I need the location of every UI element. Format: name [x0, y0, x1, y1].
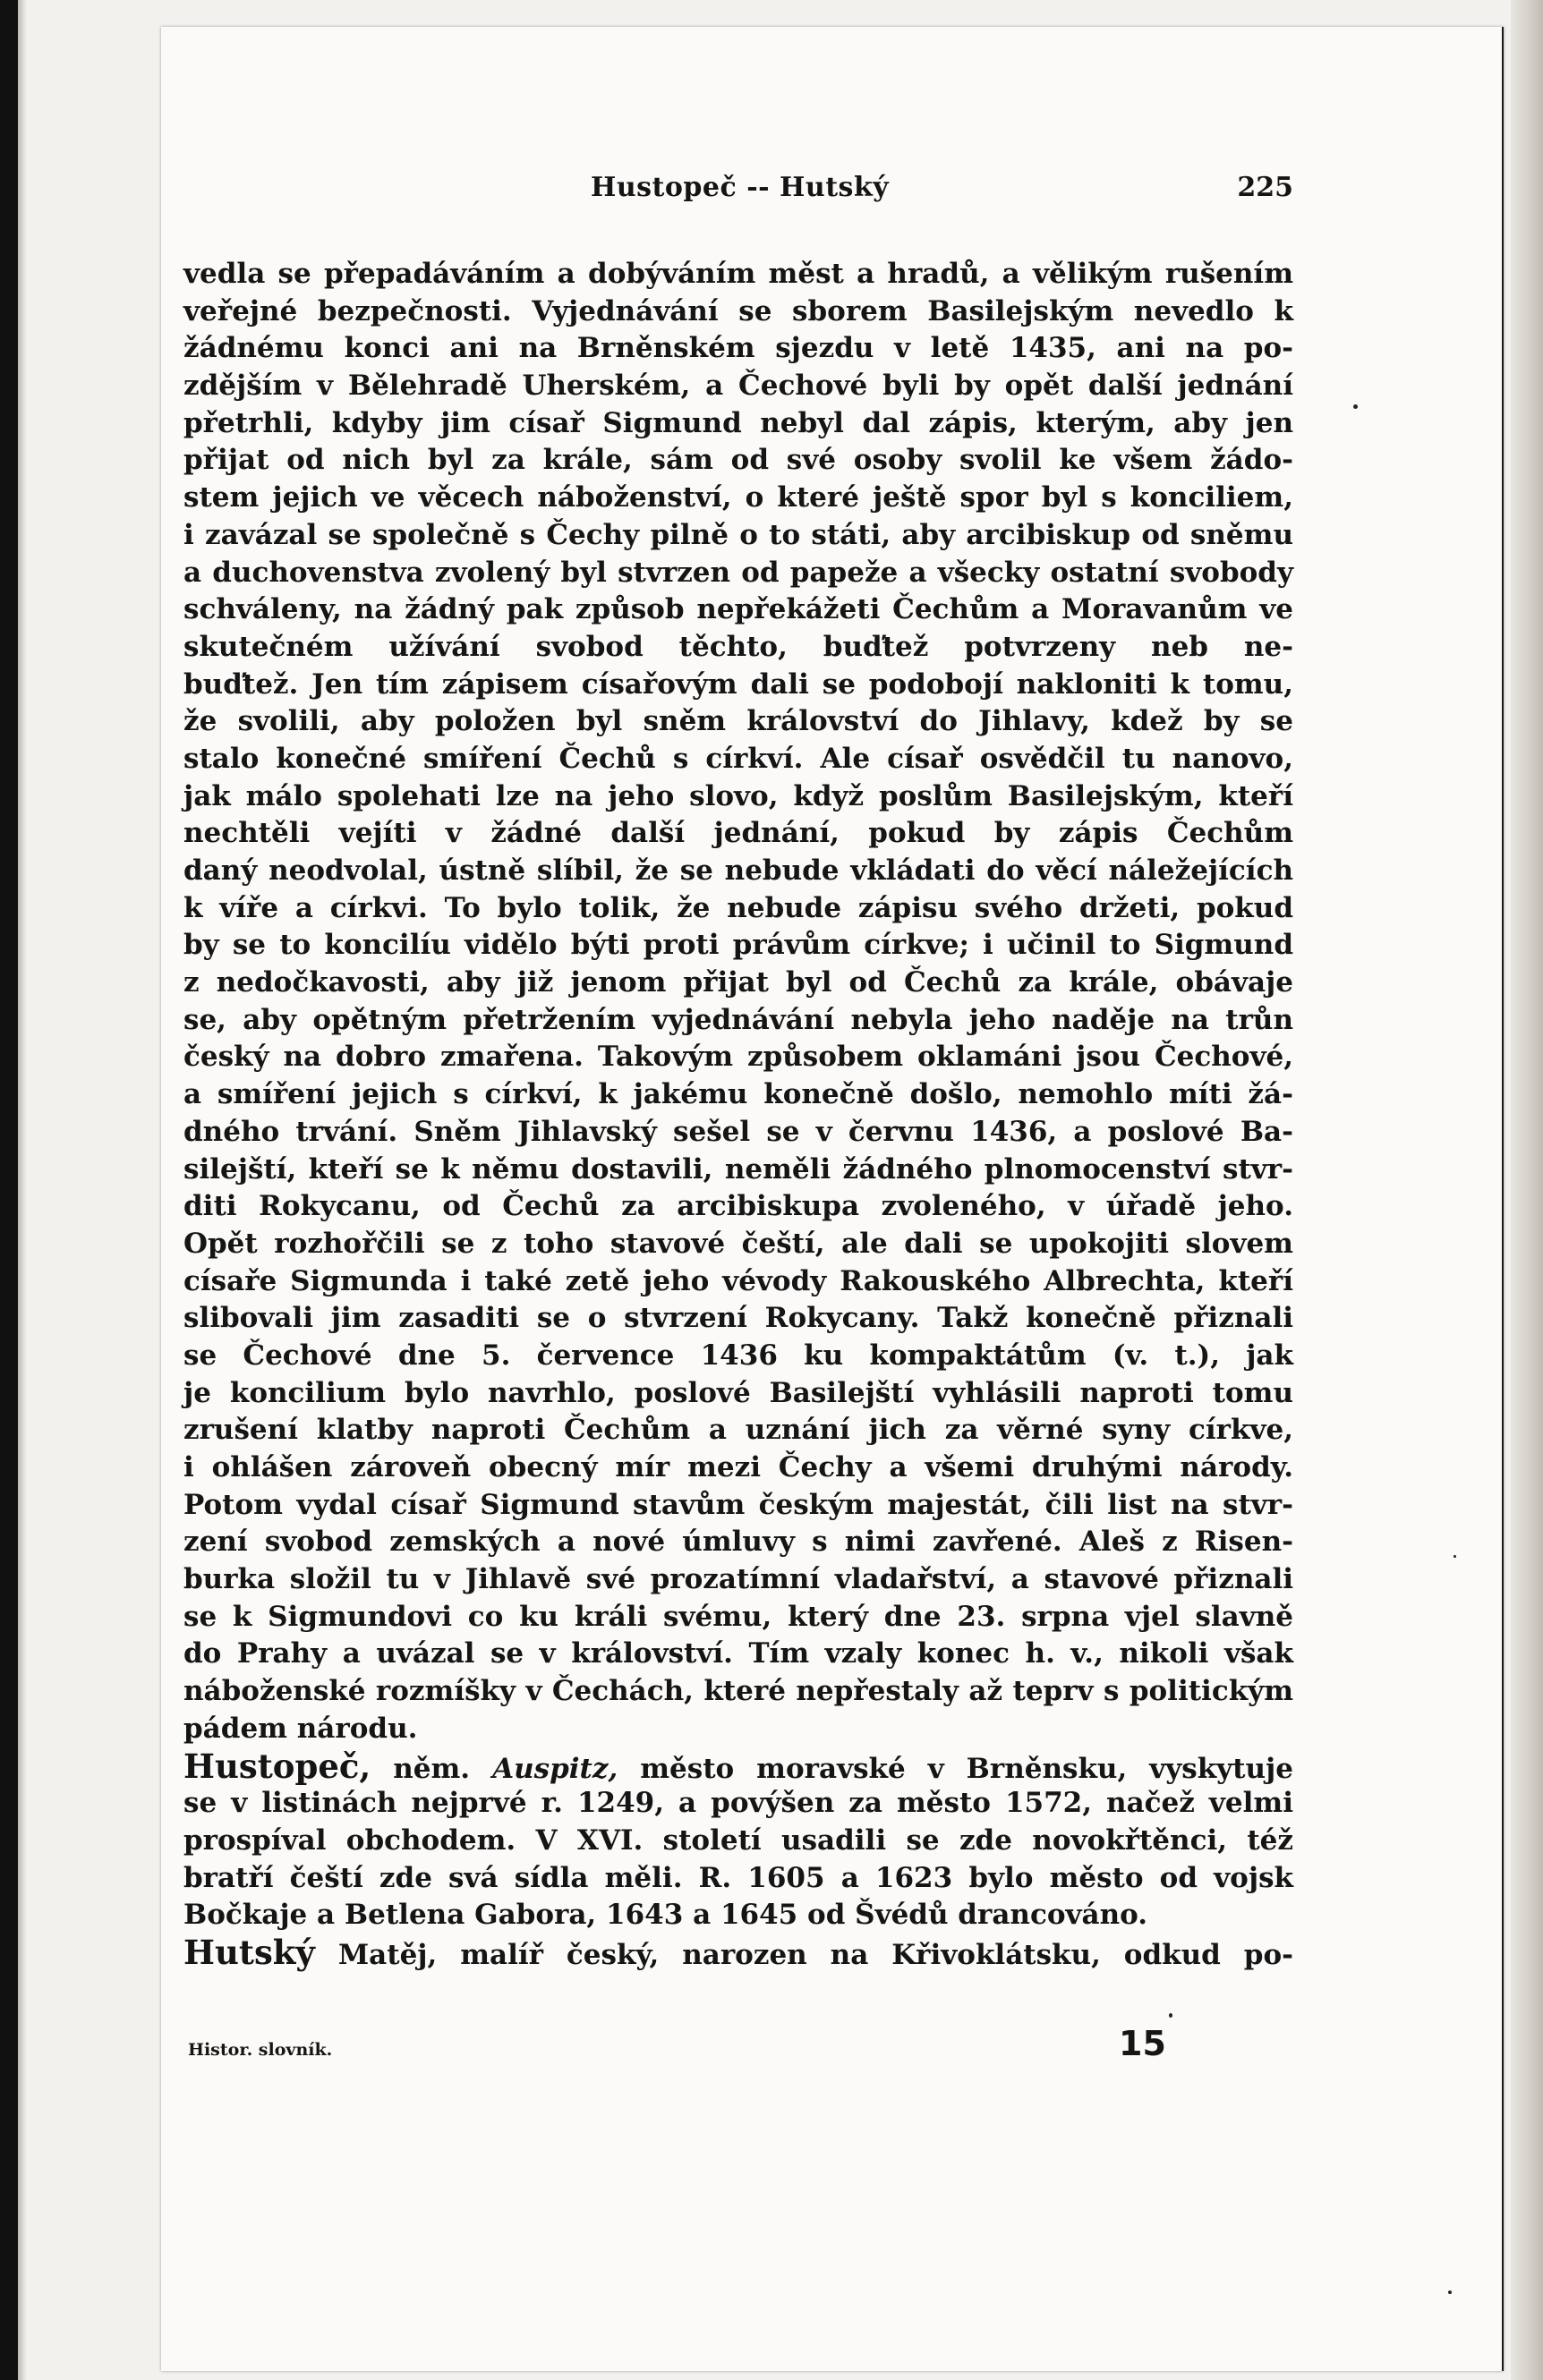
text-line: se Čechové dne 5. července 1436 ku kompaktátům (v. t.), jak — [183, 1339, 1293, 1372]
text-line: bratří čeští zde svá sídla měli. R. 1605 a 1623 bylo město od vojsk — [183, 1861, 1293, 1894]
scan-left-shadow — [18, 0, 27, 2380]
dust-speck — [1448, 2291, 1452, 2294]
footer-signature: Histor. slovník. — [188, 2040, 333, 2060]
text-line: Bočkaje a Betlena Gabora, 1643 a 1645 od Švédů drancováno. — [183, 1899, 1148, 1932]
entry-hutsky-rest: Matěj, malíř český, narozen na Křivoklátsku, odkud po- — [314, 1938, 1293, 1971]
dust-speck — [1353, 404, 1358, 409]
scan-right-border — [1511, 0, 1543, 2380]
page-number: 225 — [1237, 172, 1293, 203]
text-line: náboženské rozmíšky v Čechách, které nepřestaly až teprv s politickým — [183, 1675, 1293, 1708]
text-line: by se to koncilíu vidělo býti proti právům církve; i učinil to Sigmund — [183, 929, 1293, 962]
text-line: diti Rokycanu, od Čechů za arcibiskupa zvoleného, v úřadě jeho. — [183, 1190, 1293, 1223]
page-edge-line — [1502, 27, 1504, 2371]
text-line: z nedočkavosti, aby již jenom přijat byl od Čechů za krále, obávaje — [183, 966, 1293, 999]
text-line: prospíval obchodem. V XVI. století usadili se zde novokřtěnci, též — [183, 1823, 1293, 1857]
headword-hutsky: Hutský — [183, 1932, 315, 1972]
sheet-number: 15 — [1119, 2024, 1166, 2063]
text-line: silejští, kteří se k němu dostavili, neměli žádného plnomocenství stvr- — [183, 1152, 1293, 1186]
text-line: vedla se přepadáváním a dobýváním měst a hradů, a vělikým rušením — [183, 258, 1293, 290]
running-head-title: Hustopeč -- Hutský — [591, 172, 890, 203]
text-line: jak málo spolehati lze na jeho slovo, když poslům Basilejským, kteří — [183, 779, 1293, 812]
text-line: Potom vydal císař Sigmund stavům českým majestát, čili list na stvr- — [183, 1488, 1293, 1521]
text-line: se v listinách nejprvé r. 1249, a povýšen za město 1572, načež velmi — [183, 1787, 1293, 1820]
text-line: žádnému konci ani na Brněnském sjezdu v letě 1435, ani na po- — [183, 332, 1293, 365]
dust-speck — [1169, 2013, 1172, 2018]
entry-hutsky-first-line — [183, 1934, 1293, 1972]
page-body — [183, 256, 1293, 1972]
text-line: k víře a církvi. To bylo tolik, že nebude zápisu svého držeti, pokud — [183, 891, 1293, 924]
text-line: a duchovenstva zvolený byl stvrzen od papeže a všecky ostatní svobody — [183, 556, 1293, 589]
text-line: stem jejich ve věcech náboženství, o které ještě spor byl s konciliem, — [183, 481, 1293, 514]
scan-left-border — [0, 0, 18, 2380]
text-line: veřejné bezpečnosti. Vyjednávání se sborem Basilejským nevedlo k — [183, 294, 1293, 327]
text-line: zrušení klatby naproti Čechům a uznání jich za věrné syny církve, — [183, 1414, 1293, 1447]
text-line: schváleny, na žádný pak způsob nepřekážeti Čechům a Moravanům ve — [183, 593, 1293, 626]
entry-hustopec-text — [183, 1785, 1293, 1934]
dust-speck — [1453, 1555, 1456, 1558]
text-line: nechtěli vejíti v žádné další jednání, pokud by zápis Čechům — [183, 817, 1293, 850]
text-line: stalo konečné smíření Čechů s církví. Ale císař osvědčil tu nanovo, — [183, 742, 1293, 775]
text-line: Opět rozhořčili se z toho stavové čeští, ale dali se upokojiti slovem — [183, 1227, 1293, 1260]
text-line: se, aby opětným přetržením vyjednávání nebyla jeho naděje na trůn — [183, 1003, 1293, 1036]
text-line: přetrhli, kdyby jim císař Sigmund nebyl dal zápis, kterým, aby jen — [183, 406, 1293, 439]
entry-hustopec-first-line — [183, 1748, 1293, 1786]
entry-hussite-text — [183, 256, 1293, 1748]
text-line: daný neodvolal, ústně slíbil, že se nebude vkládati do věcí náležejících — [183, 854, 1293, 887]
text-line: dného trvání. Sněm Jihlavský sešel se v červnu 1436, a poslové Ba- — [183, 1115, 1293, 1148]
text-line: zdějším v Bělehradě Uherském, a Čechové byli by opět další jednání — [183, 370, 1293, 403]
page-footer — [188, 2024, 1298, 2078]
text-line: císaře Sigmunda i také zetě jeho vévody Rakouského Albrechta, kteří — [183, 1264, 1293, 1297]
entry-hustopec-lead: něm. — [371, 1752, 493, 1785]
text-line: přijat od nich byl za krále, sám od své osoby svolil ke všem žádo- — [183, 444, 1293, 477]
text-line: i zavázal se společně s Čechy pilně o to státi, aby arcibiskup od sněmu — [183, 518, 1293, 551]
text-line: se k Sigmundovi co ku králi svému, který dne 23. srpna vjel slavně — [183, 1600, 1293, 1633]
text-line: skutečném užívání svobod těchto, buďtež potvrzeny neb ne- — [183, 630, 1293, 663]
running-head — [183, 172, 1293, 208]
text-line: zení svobod zemských a nové úmluvy s nimi zavřené. Aleš z Risen- — [183, 1526, 1293, 1559]
headword-hustopec: Hustopeč, — [183, 1746, 371, 1786]
text-line: pádem národu. — [183, 1712, 418, 1745]
text-line: buďtež. Jen tím zápisem císařovým dali se podobojí nakloniti k tomu, — [183, 667, 1293, 701]
german-name: Auspitz, — [492, 1752, 618, 1785]
entry-hustopec-rest: město moravské v Brněnsku, vyskytuje — [618, 1752, 1293, 1785]
text-line: český na dobro zmařena. Takovým způsobem oklamáni jsou Čechové, — [183, 1041, 1293, 1074]
text-line: a smíření jejich s církví, k jakému konečně došlo, nemohlo míti žá- — [183, 1078, 1293, 1111]
text-line: že svolili, aby položen byl sněm království do Jihlavy, kdež by se — [183, 705, 1293, 738]
text-line: do Prahy a uvázal se v království. Tím vzaly konec h. v., nikoli však — [183, 1637, 1293, 1670]
text-line: je koncilium bylo navrhlo, poslové Basilejští vyhlásili naproti tomu — [183, 1376, 1293, 1409]
text-line: burka složil tu v Jihlavě své prozatímní vladařství, a stavové přiznali — [183, 1563, 1293, 1596]
text-line: i ohlášen zároveň obecný mír mezi Čechy a všemi druhými národy. — [183, 1451, 1293, 1483]
text-line: slibovali jim zasaditi se o stvrzení Rokycany. Takž konečně přiznali — [183, 1302, 1293, 1335]
